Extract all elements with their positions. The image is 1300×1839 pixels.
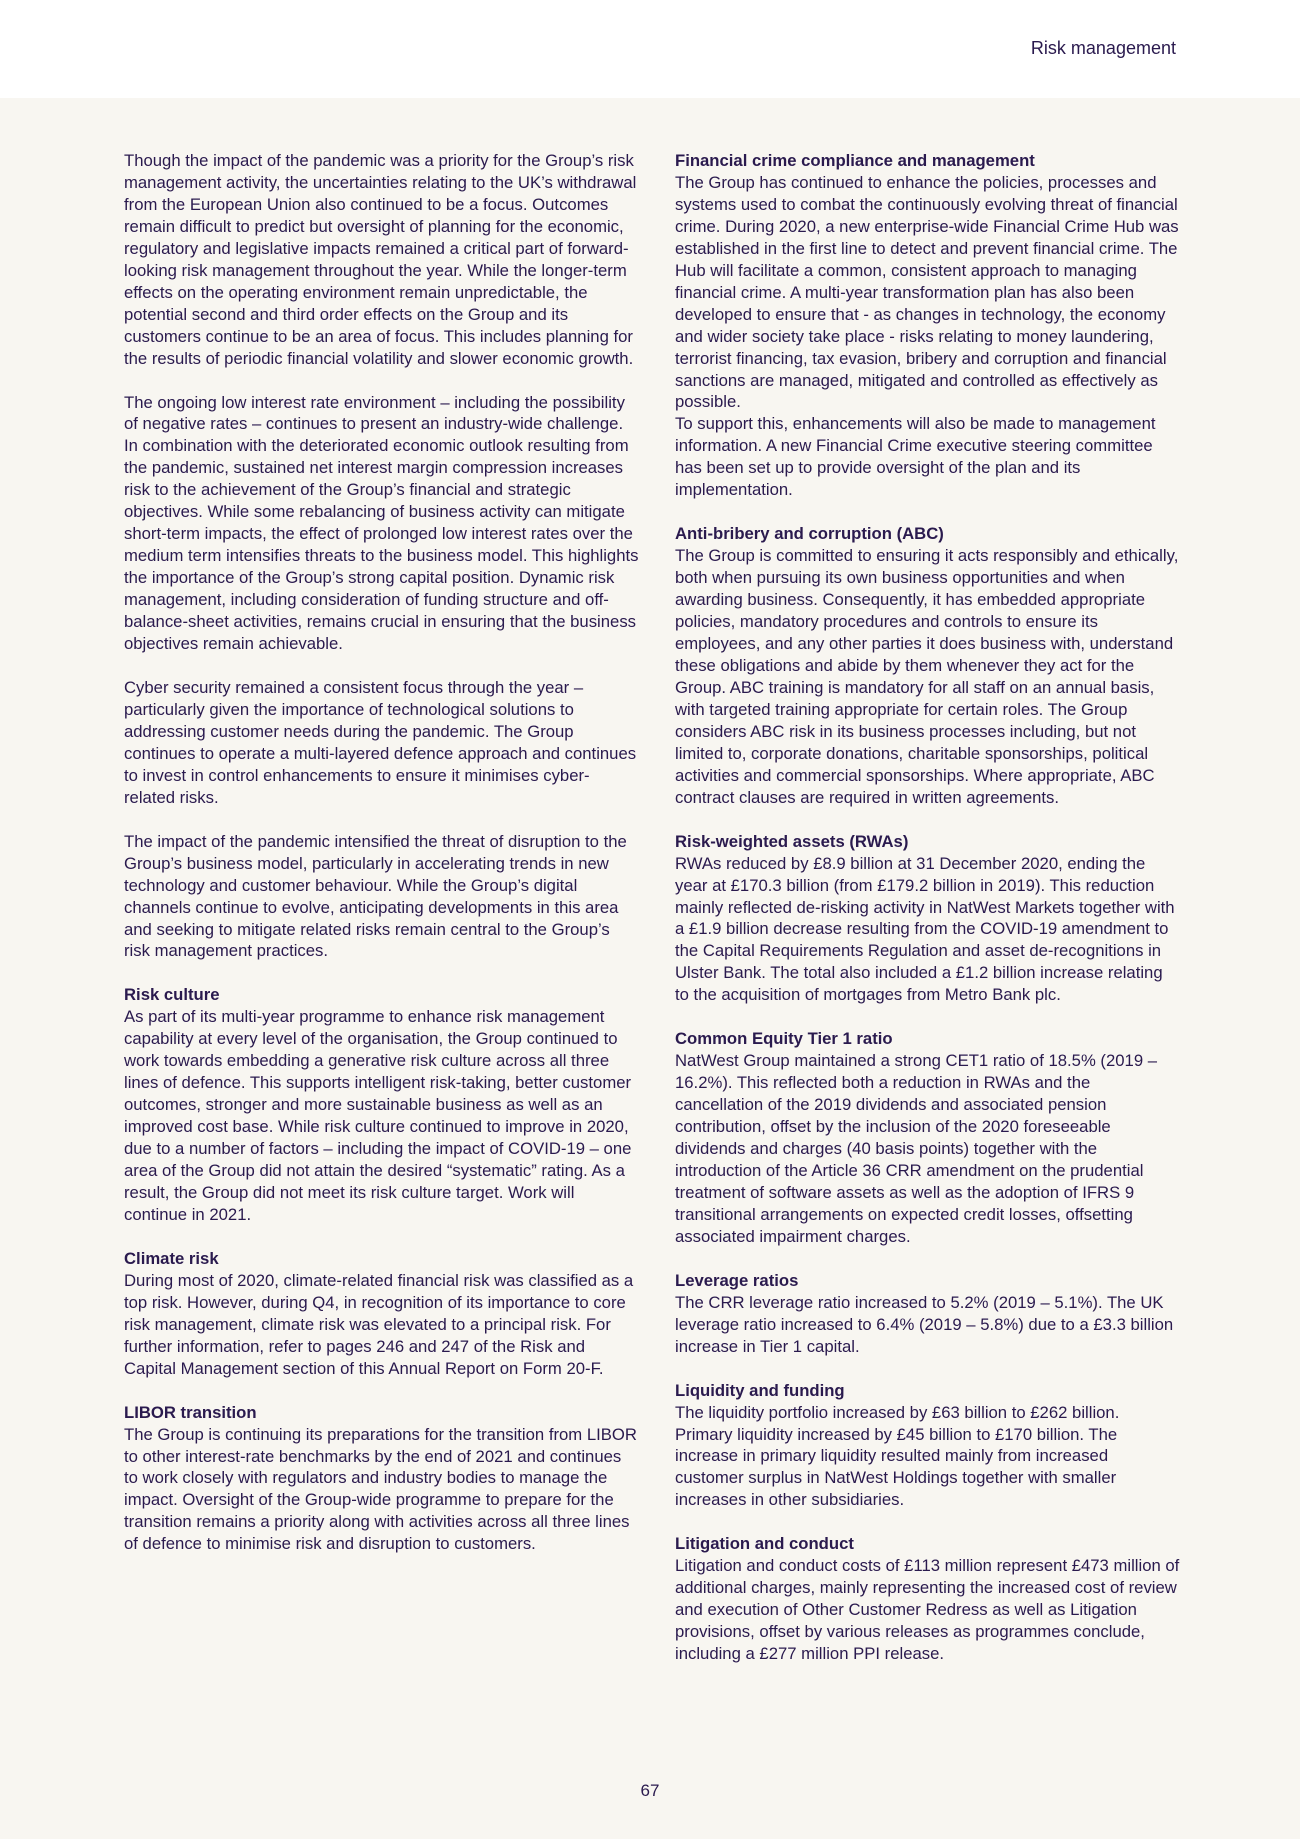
section-risk-weighted-assets xyxy=(675,831,1180,1007)
section-heading: LIBOR transition xyxy=(124,1402,257,1422)
section-heading: Litigation and conduct xyxy=(675,1534,854,1554)
section-body: NatWest Group maintained a strong CET1 ratio of 18.5% (2019 – 16.2%). This reflected both a reduction in RWAs and the cancellation of the 2019 dividends and associated pension contribution, offset by the inclusion of the 2020 foreseeable dividends and charges (40 basis points) together with the introduction of the Article 36 CRR amendment on the prudential treatment of software assets as well as the adoption of IFRS 9 transitional arrangements on expected credit losses, offsetting associated impairment charges. xyxy=(675,1051,1158,1246)
section-body-continued: To support this, enhancements will also be made to management information. A new Financial Crime executive steering committee has been set up to provide oversight of the plan and its implementation. xyxy=(675,414,1156,500)
page-header xyxy=(0,0,1300,98)
section-heading: Liquidity and funding xyxy=(675,1380,845,1400)
section-body: The Group is committed to ensuring it acts responsibly and ethically, both when pursuing its own business opportunities and when awarding business. Consequently, it has embedded appropriate policies, mandatory procedures and controls to ensure its employees, and any other parties it does business with, understand these obligations and abide by them whenever they act for the Group. ABC training is mandatory for all staff on an annual basis, with targeted training appropriate for certain roles. The Group considers ABC risk in its business processes including, but not limited to, corporate donations, charitable sponsorships, political activities and commercial sponsorships. Where appropriate, ABC contract clauses are required in written agreements. xyxy=(675,546,1179,807)
section-risk-culture xyxy=(124,984,639,1225)
section-body: RWAs reduced by £8.9 billion at 31 December 2020, ending the year at £170.3 billion (from £179.2 billion in 2019). This reduction mainly reflected de-risking activity in NatWest Markets together with a £1.9 billion decrease resulting from the COVID-19 amendment to the Capital Requirements Regulation and asset de-recognitions in Ulster Bank. The total also included a £1.2 billion increase relating to the acquisition of mortgages from Metro Bank plc. xyxy=(675,853,1175,1005)
right-column xyxy=(675,150,1180,1687)
section-title: Risk management xyxy=(1030,38,1176,58)
section-anti-bribery xyxy=(675,523,1180,808)
paragraph-text: The ongoing low interest rate environment – including the possibility of negative rates – continues to present an industry-wide challenge. In combination with the deteriorated economic outlook resulting from the pandemic, sustained net interest margin compression increases risk to the achievement of the Group’s financial and strategic objectives. While some rebalancing of business activity can mitigate short-term impacts, the effect of prolonged low interest rates over the medium term intensifies threats to the business model. This highlights the importance of the Group’s strong capital position. Dynamic risk management, including consideration of funding structure and off-balance-sheet activities, remains crucial in ensuring that the business objectives remain achievable. xyxy=(124,392,639,654)
section-litigation-conduct xyxy=(675,1533,1180,1665)
section-body: The Group has continued to enhance the policies, processes and systems used to combat the continuously evolving threat of financial crime. During 2020, a new enterprise-wide Financial Crime Hub was established in the first line to detect and prevent financial crime. The Hub will facilitate a common, consistent approach to managing financial crime. A multi-year transformation plan has also been developed to ensure that - as changes in technology, the economy and wider society take place - risks relating to money laundering, terrorist financing, tax evasion, bribery and corruption and financial sanctions are managed, mitigated and controlled as effectively as possible. xyxy=(675,172,1179,412)
section-heading: Leverage ratios xyxy=(675,1270,799,1290)
paragraph-text: The impact of the pandemic intensified the threat of disruption to the Group’s business model, particularly in accelerating trends in new technology and customer behaviour. While the Group’s digital channels continue to evolve, anticipating developments in this area and seeking to mitigate related risks remain central to the Group’s risk management practices. xyxy=(124,831,627,961)
section-body: The liquidity portfolio increased by £63 billion to £262 billion. Primary liquidity increased by £45 billion to £170 billion. The increase in primary liquidity resulted mainly from increased customer surplus in NatWest Holdings together with smaller increases in other subsidiaries. xyxy=(675,1402,1120,1510)
section-heading: Common Equity Tier 1 ratio xyxy=(675,1029,893,1049)
section-heading: Anti-bribery and corruption (ABC) xyxy=(675,524,944,544)
intro-paragraph-interest-rates xyxy=(124,392,639,655)
section-libor-transition xyxy=(124,1402,639,1556)
section-heading: Financial crime compliance and management xyxy=(675,151,1035,170)
intro-paragraph-brexit xyxy=(124,150,639,370)
section-body: The CRR leverage ratio increased to 5.2% (2019 – 5.1%). The UK leverage ratio increased to 6.4% (2019 – 5.8%) due to a £3.3 billion increase in Tier 1 capital. xyxy=(675,1292,1174,1356)
page-number: 67 xyxy=(640,1781,660,1800)
section-body: During most of 2020, climate-related financial risk was classified as a top risk. However, during Q4, in recognition of its importance to core risk management, climate risk was elevated to a principal risk. For further information, refer to pages 246 and 247 of the Risk and Capital Management section of this Annual Report on Form 20-F. xyxy=(124,1270,634,1378)
section-heading: Risk-weighted assets (RWAs) xyxy=(675,831,909,851)
section-body: Litigation and conduct costs of £113 million represent £473 million of additional charges, mainly representing the increased cost of review and execution of Other Customer Redress as well as Litigation provisions, offset by various releases as programmes conclude, including a £277 million PPI release. xyxy=(675,1556,1180,1664)
section-leverage-ratios xyxy=(675,1270,1180,1358)
left-column xyxy=(124,150,639,1577)
section-heading: Risk culture xyxy=(124,985,220,1005)
section-cet1-ratio xyxy=(675,1028,1180,1248)
paragraph-text: Cyber security remained a consistent focus through the year – particularly given the importance of technological solutions to addressing customer needs during the pandemic. The Group continues to operate a multi-layered defence approach and continues to invest in control enhancements to ensure it minimises cyber-related risks. xyxy=(124,677,637,807)
section-climate-risk xyxy=(124,1248,639,1380)
section-body: As part of its multi-year programme to enhance risk management capability at every level of the organisation, the Group continued to work towards embedding a generative risk culture across all three lines of defence. This supports intelligent risk-taking, better customer outcomes, stronger and more sustainable business as well as an improved cost base. While risk culture continued to improve in 2020, due to a number of factors – including the impact of COVID-19 – one area of the Group did not attain the desired “systematic” rating. As a result, the Group did not meet its risk culture target. Work will continue in 2021. xyxy=(124,1007,632,1224)
intro-paragraph-disruption xyxy=(124,831,639,963)
paragraph-text: Though the impact of the pandemic was a priority for the Group’s risk management activity, the uncertainties relating to the UK’s withdrawal from the European Union also continued to be a focus. Outcomes remain difficult to predict but oversight of planning for the economic, regulatory and legislative impacts remained a critical part of forward-looking risk management throughout the year. While the longer-term effects on the operating environment remain unpredictable, the potential second and third order effects on the Group and its customers continue to be an area of focus. This includes planning for the results of periodic financial volatility and slower economic growth. xyxy=(124,151,637,368)
section-heading: Climate risk xyxy=(124,1248,219,1268)
section-financial-crime xyxy=(675,150,1180,501)
intro-paragraph-cyber-security xyxy=(124,677,639,809)
section-body: The Group is continuing its preparations for the transition from LIBOR to other interest-rate benchmarks by the end of 2021 and continues to work closely with regulators and industry bodies to manage the impact. Oversight of the Group-wide programme to prepare for the transition remains a priority along with activities across all three lines of defence to minimise risk and disruption to customers. xyxy=(124,1424,637,1554)
section-liquidity-funding xyxy=(675,1380,1180,1512)
